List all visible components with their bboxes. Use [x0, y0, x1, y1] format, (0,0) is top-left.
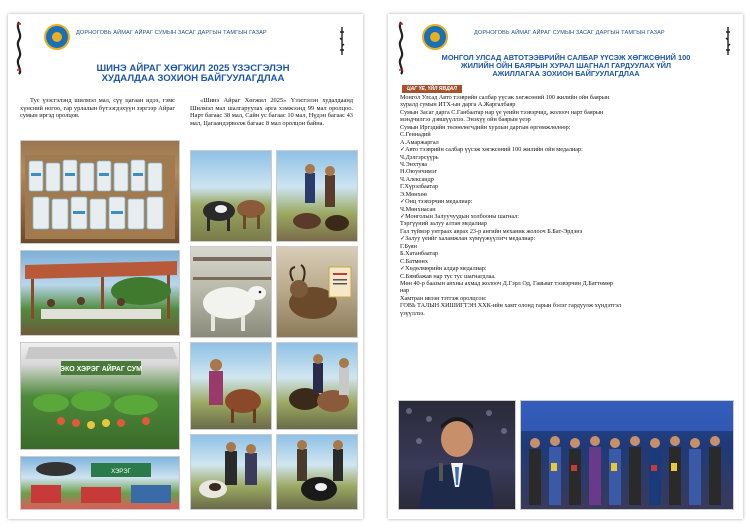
- left-page: [8, 14, 363, 519]
- left-paragraph-1: Тус үзэсгэлэнд шилмэл мал, сүү цагаан идээ, гэмс хүнсний ногоо, гар урлалын бүтээгдэхүүн зэргээр Айраг сумын иргэд оролцов.: [20, 97, 175, 120]
- award-list-line: үзүүллээ.: [400, 309, 425, 317]
- dairy-bags-illustration: [21, 141, 180, 244]
- right-header: [388, 18, 743, 54]
- booth-sign-text: ХЭРЭГ: [111, 469, 131, 475]
- right-title-line-2: ЖИЛИЙН ОЙН БАЯРЫН ХУРАЛ ШАГНАЛ ГАРДУУЛАХ ҮЙЛ: [460, 60, 672, 70]
- award-list-line: хуралд сумын ИТХ-ын дарга А.Жаргалбаяр: [400, 101, 516, 109]
- award-list-line: С.Геннадий: [400, 131, 431, 139]
- sheep-illustration: [191, 247, 272, 338]
- photo-award-recipients-on-stage: [520, 400, 734, 510]
- herders-illustration: [277, 151, 358, 242]
- speaker-illustration: [399, 401, 516, 510]
- award-list-line: Ч.Дэлгэрсүүрь: [400, 153, 439, 161]
- photo-herder-with-cow: [190, 342, 272, 430]
- photo-market-booths: [20, 456, 180, 510]
- photo-goat-with-certificate: [276, 246, 358, 338]
- left-header: [8, 18, 363, 54]
- award-list-line: Г.Буян: [400, 242, 417, 250]
- photo-white-sheep: [190, 246, 272, 338]
- award-list-line: С.Бямбажав нар тус тус шагнагдлаа.: [400, 272, 496, 280]
- award-list-line: нар: [400, 287, 410, 295]
- goat-illustration: [277, 247, 358, 338]
- right-title-line-1: МОНГОЛ УЛСАД АВТОТЭЭВРИЙН САЛБАР ҮҮСЭЖ ХӨГЖСӨНИЙ 100: [441, 53, 691, 62]
- award-list-line: Хамтран ивээн тэтгэж оролцсон:: [400, 294, 487, 302]
- mongolian-script-icon: [724, 26, 732, 56]
- award-list-line: ✓Залуу үеийг халамжлан хүмүүжүүлэгч медалиар:: [400, 235, 536, 243]
- award-list-line: ГОВЬ ТАЛЫН ХИШИГТЭН ХХК-ийн хамт олонд гарын бэлэг гардуулж хүндэтгэл: [400, 302, 622, 310]
- award-list-line: Мөн 40-р баазын анхны ахмад жолооч Д.Гэрл Од, Гавьяат тээвэрчин Д.Баттөмөр: [400, 279, 614, 287]
- award-list-line: ✓Онц тээвэрчин медалиар:: [400, 198, 473, 206]
- men-calf-illustration: [191, 435, 272, 510]
- pavilion-illustration: [21, 251, 180, 336]
- right-title: [416, 54, 716, 77]
- soyombo-emblem-icon: [422, 24, 448, 50]
- photo-cattle-grazing: [190, 150, 272, 242]
- award-list-line: С.Батмөнх: [400, 257, 428, 265]
- mongolian-scroll-ornament-icon: [396, 20, 406, 76]
- herders-cattle-illustration: [277, 343, 358, 430]
- org-name: ДОРНОГОВЬ АЙМАГ АЙРАГ СУМЫН ЗАСАГ ДАРГЫН ТАМГЫН ГАЗАР: [474, 30, 665, 36]
- photo-outdoor-pavilion: [20, 250, 180, 336]
- photo-herders-with-black-cow: [276, 434, 358, 510]
- award-list-line: Гал түймэр унтраах аврах 23-р ангийн механик жолооч Б.Бат-Эрдэнэ: [400, 227, 583, 235]
- award-recipients-illustration: [521, 401, 734, 510]
- mongolian-scroll-ornament-icon: [14, 20, 24, 76]
- award-list-line: А.Амаржаргал: [400, 138, 439, 146]
- photo-herders-with-livestock: [276, 150, 358, 242]
- eco-sign-text: ЭКО ХЭРЭГ АЙРАГ СУМ: [60, 366, 142, 373]
- award-list: [400, 94, 730, 317]
- market-booths-illustration: [21, 457, 180, 510]
- award-list-line: Ч.Мөнхнасан: [400, 205, 436, 213]
- right-page: [388, 14, 743, 519]
- photo-vegetable-display: [20, 342, 180, 450]
- left-title-line-2: ХУДАЛДАА ЗОХИОН БАЙГУУЛАГДЛАА: [101, 73, 285, 85]
- vegetable-display-illustration: [21, 343, 180, 450]
- photo-herders-with-cattle: [276, 342, 358, 430]
- black-cow-illustration: [277, 435, 358, 510]
- award-list-line: Ч.Александр: [400, 175, 434, 183]
- award-list-line: Сумын Иргэдийн төлөөлөгчдийн хурлын даргын өргөмжлөлөөр:: [400, 123, 571, 131]
- award-list-line: Н.Оюунчимэг: [400, 168, 438, 176]
- award-list-line: ✓Хөдөлмөрийн алдар медалиар:: [400, 265, 487, 273]
- award-list-line: Г.Хүрэлбаатар: [400, 183, 438, 191]
- award-list-line: Тэргүүний залуу алтан медалиар: [400, 220, 487, 228]
- left-title-line-1: ШИНЭ АЙРАГ ХӨГЖИЛ 2025 ҮЗЭСГЭЛЭН: [96, 63, 290, 74]
- award-list-line: Ч.Энхтуяа: [400, 160, 428, 168]
- award-list-line: ✓Монголын Залуучуудын холбооны шагнал:: [400, 213, 519, 220]
- award-list-line: ✓Авто тээврийн салбар үүсэж хөгжсөний 100 жилийн ойн медалиар:: [400, 146, 583, 154]
- org-name: ДОРНОГОВЬ АЙМАГ АЙРАГ СУМЫН ЗАСАГ ДАРГЫН ТАМГЫН ГАЗАР: [76, 30, 267, 36]
- photo-dairy-products: [20, 140, 180, 244]
- section-ribbon: ЦАГ ҮЕ, ҮЙЛ ЯВДАЛ: [402, 85, 462, 93]
- mongolian-script-icon: [338, 26, 346, 56]
- left-title: [48, 64, 338, 84]
- award-list-line: Сумын Засаг дарга С.Ганбаатар нар үе үеийн тээвэрчид, жолооч нарт баярын: [400, 108, 604, 116]
- award-list-line: мэндчилгээ дэвшүүллээ. Энэхүү ойн баярын үеэр: [400, 116, 531, 124]
- photo-men-with-calf: [190, 434, 272, 510]
- award-list-line: Э.Мөнхөө: [400, 190, 427, 198]
- award-list-line: Монгол Улсад Авто тээврийн салбар үүсэж хөгжсөний 100 жилийн ойн баярын: [400, 94, 610, 101]
- soyombo-emblem-icon: [44, 24, 70, 50]
- right-title-line-3: АЖИЛЛАГАА ЗОХИОН БАЙГУУЛАГДЛАА: [492, 68, 640, 78]
- left-paragraph-2: «Шинэ Айраг Хөгжил 2025» Үзэсгэлэн худалдаанд Шилмэл мал шалгаруулах арга хэмжээнд 99 мал оролцоо. Нарт багаас 38 мал, Сайн ус багаас 10 мал, Нүдэн багаас 43 мал, Цагаандэрволж багаас 8 мал оролцон байна.: [190, 97, 353, 127]
- cattle-illustration: [191, 151, 272, 242]
- herder-cow-illustration: [191, 343, 272, 430]
- photo-speaker-at-podium: [398, 400, 516, 510]
- award-list-line: Б.Хатанбаатар: [400, 250, 439, 258]
